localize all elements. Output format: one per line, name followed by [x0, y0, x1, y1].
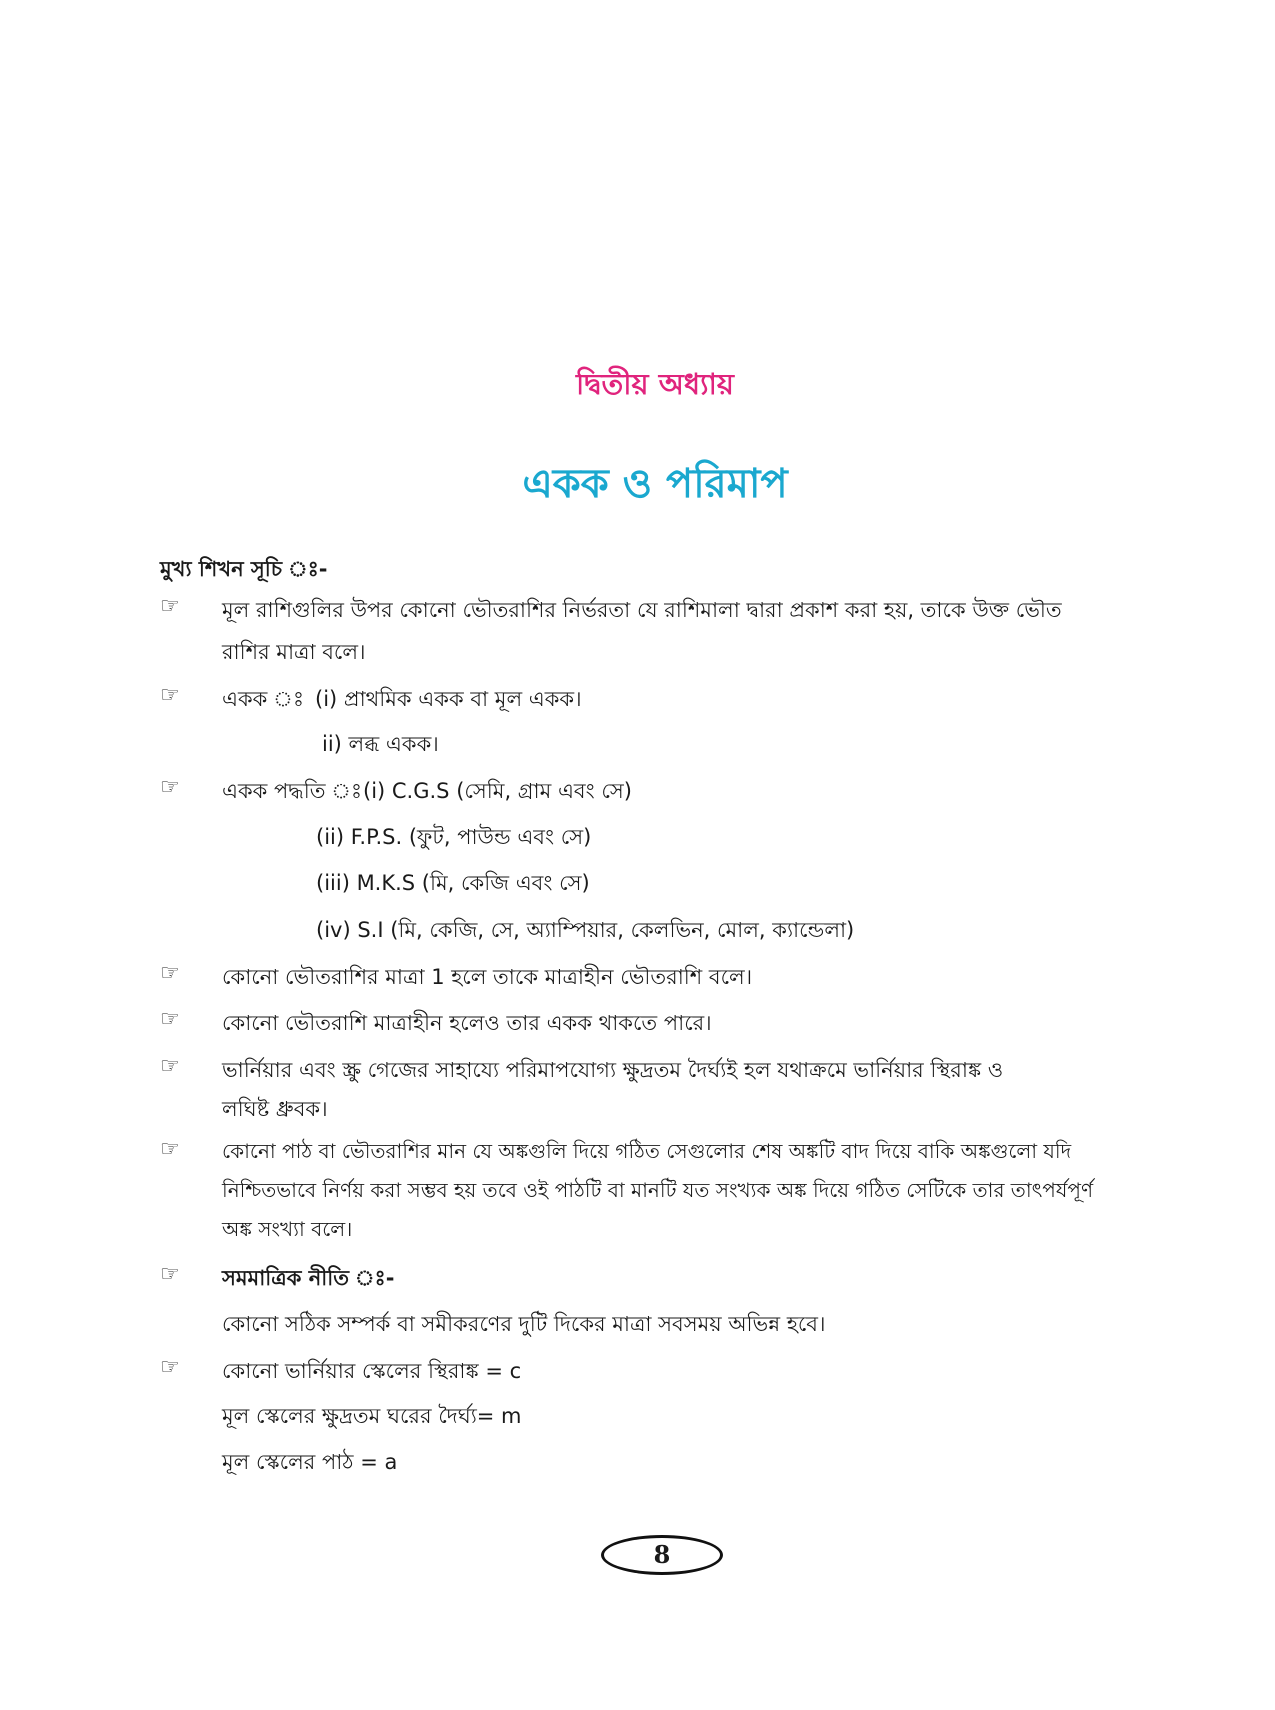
pointing-hand-icon: ☞ [160, 683, 180, 708]
paragraph-line: অঙ্ক সংখ্যা বলে। [222, 1217, 353, 1241]
pointing-hand-icon: ☞ [160, 594, 180, 619]
pointing-hand-icon: ☞ [160, 1355, 180, 1380]
paragraph-line: রাশির মাত্রা বলে। [222, 640, 366, 664]
pointing-hand-icon: ☞ [160, 1137, 180, 1162]
chapter-label: দ্বিতীয় অধ্যায় [575, 367, 735, 401]
paragraph-line: কোনো পাঠ বা ভৌতরাশির মান যে অঙ্কগুলি দিয়ে গঠিত সেগুলোর শেষ অঙ্কটি বাদ দিয়ে বাকি অঙ্কগুলো যদি [222, 1139, 1072, 1163]
paragraph-line: মূল রাশিগুলির উপর কোনো ভৌতরাশির নির্ভরতা যে রাশিমালা দ্বারা প্রকাশ করা হয়, তাকে উক্ত ভৌত [222, 598, 1062, 622]
unit-system-fps: (ii) F.P.S. (ফুট, পাউন্ড এবং সে) [316, 825, 592, 849]
section-heading: মুখ্য শিখন সূচি ঃ- [160, 557, 328, 581]
formula-line: মূল স্কেলের ক্ষুদ্রতম ঘরের দৈর্ঘ্য= m [222, 1404, 522, 1428]
paragraph-line: কোনো ভৌতরাশি মাত্রাহীন হলেও তার একক থাকতে পারে। [222, 1011, 712, 1035]
unit-system-si: (iv) S.I (মি, কেজি, সে, অ্যাম্পিয়ার, কেলভিন, মোল, ক্যান্ডেলা) [316, 918, 855, 942]
paragraph-line: কোনো ভৌতরাশির মাত্রা 1 হলে তাকে মাত্রাহীন ভৌতরাশি বলে। [222, 965, 753, 989]
unit-system-label: একক পদ্ধতি ঃ [222, 779, 363, 803]
paragraph-line: নিশ্চিতভাবে নির্ণয় করা সম্ভব হয় তবে ওই পাঠটি বা মানটি যত সংখ্যক অঙ্ক দিয়ে গঠিত সেটিকে তার তাৎপর্যপূর্ণ [222, 1178, 1094, 1202]
formula-line: মূল স্কেলের পাঠ = a [222, 1450, 398, 1474]
pointing-hand-icon: ☞ [160, 775, 180, 800]
dimensional-principle-heading: সমমাত্রিক নীতি ঃ- [222, 1266, 395, 1290]
pointing-hand-icon: ☞ [160, 1262, 180, 1287]
page-number: 8 [601, 1535, 723, 1575]
units-item-1: (i) প্রাথমিক একক বা মূল একক। [315, 687, 582, 711]
pointing-hand-icon: ☞ [160, 1054, 180, 1079]
chapter-title: একক ও পরিমাপ [522, 461, 788, 507]
pointing-hand-icon: ☞ [160, 1007, 180, 1032]
units-item-2: ii) লব্ধ একক। [322, 732, 439, 756]
paragraph-line: লঘিষ্ট ধ্রুবক। [222, 1097, 328, 1121]
paragraph-line: কোনো সঠিক সম্পর্ক বা সমীকরণের দুটি দিকের মাত্রা সবসময় অভিন্ন হবে। [222, 1312, 826, 1336]
unit-system-mks: (iii) M.K.S (মি, কেজি এবং সে) [316, 871, 590, 895]
units-label: একক ঃ [222, 687, 305, 711]
unit-system-cgs: (i) C.G.S (সেমি, গ্রাম এবং সে) [363, 779, 632, 803]
paragraph-line: ভার্নিয়ার এবং স্ক্রু গেজের সাহায্যে পরিমাপযোগ্য ক্ষুদ্রতম দৈর্ঘ্যই হল যথাক্রমে ভার্নিয়ার স্থিরাঙ্ক ও [222, 1058, 1004, 1082]
pointing-hand-icon: ☞ [160, 961, 180, 986]
formula-line: কোনো ভার্নিয়ার স্কেলের স্থিরাঙ্ক = c [222, 1359, 522, 1383]
